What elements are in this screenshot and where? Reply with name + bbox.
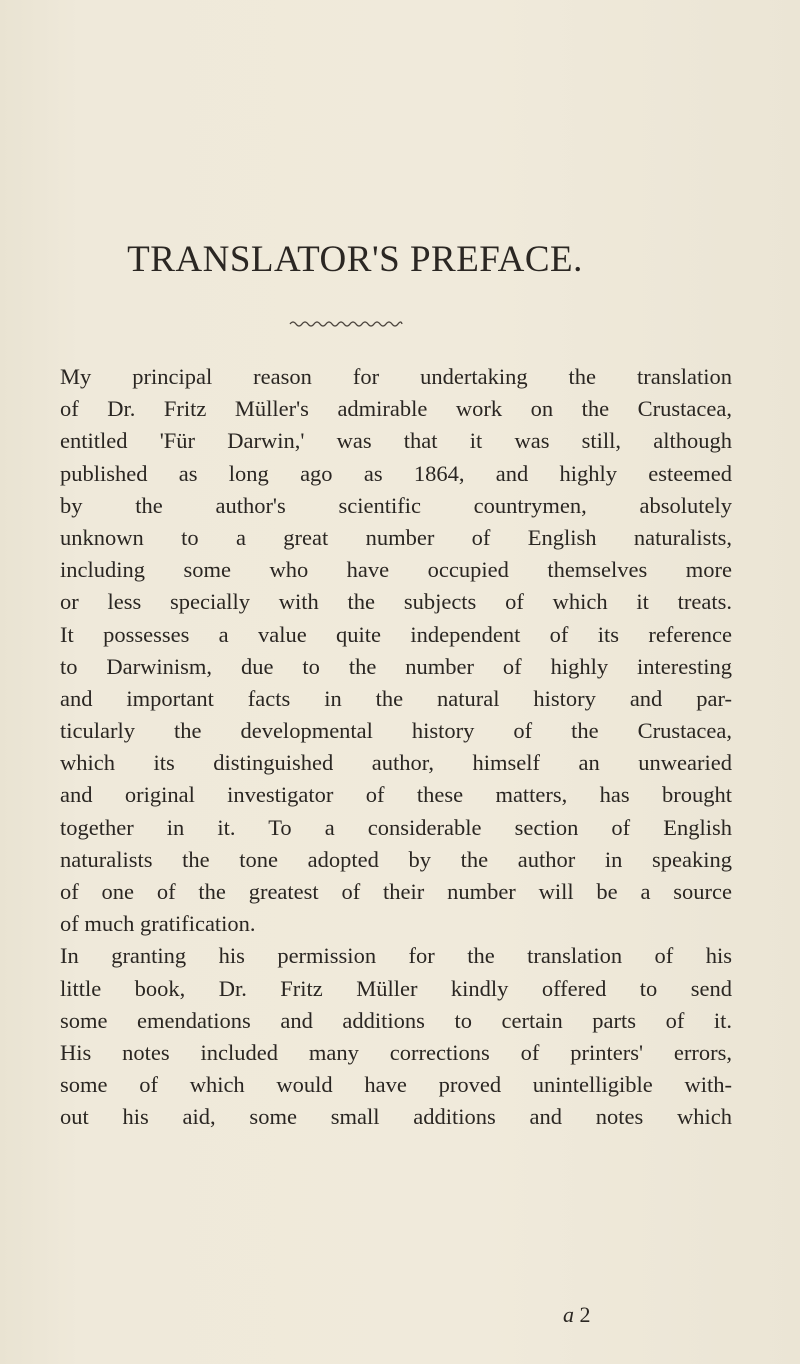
signature-mark [563, 1302, 591, 1328]
wavy-rule-ornament [288, 318, 404, 330]
text-line: or less specially with the subjects of which it treats. [60, 589, 732, 615]
text-line: of one of the greatest of their number will be a source [60, 879, 732, 904]
text-line: of much gratification. [60, 911, 256, 937]
text-line: of Dr. Fritz Müller's admirable work on the Crustacea, [60, 396, 732, 422]
text-line: My principal reason for undertaking the translation [60, 364, 732, 389]
text-line: It possesses a value quite independent of its reference [60, 621, 732, 647]
text-line: which its distinguished author, himself an unwearied [60, 750, 732, 776]
page-title: TRANSLATOR'S PREFACE. [127, 239, 583, 280]
text-line: unknown to a great number of English naturalists, [60, 524, 732, 550]
text-line: little book, Dr. Fritz Müller kindly offered to send [60, 975, 732, 1001]
text-line: including some who have occupied themselves more [60, 557, 732, 583]
signature-letter: a [563, 1302, 574, 1327]
text-line: some emendations and additions to certain parts of it. [60, 1007, 732, 1033]
text-line: naturalists the tone adopted by the author in speaking [60, 846, 732, 872]
text-line: and original investigator of these matters, has brought [60, 782, 732, 808]
text-line: together in it. To a considerable section of English [60, 814, 732, 840]
signature-number: 2 [579, 1302, 591, 1327]
text-line: to Darwinism, due to the number of highly interesting [60, 653, 732, 679]
text-line: by the author's scientific countrymen, absolutely [60, 492, 732, 518]
preface-body [60, 361, 732, 1134]
text-line: and important facts in the natural history and par- [60, 685, 732, 711]
text-line: ticularly the developmental history of the Crustacea, [60, 718, 732, 744]
text-line: entitled 'Für Darwin,' was that it was still, although [60, 428, 732, 454]
text-line: In granting his permission for the translation of his [60, 943, 732, 969]
text-line: published as long ago as 1864, and highly esteemed [60, 460, 732, 486]
text-line: some of which would have proved unintelligible with- [60, 1072, 732, 1098]
text-line: out his aid, some small additions and notes which [60, 1104, 732, 1130]
text-line: His notes included many corrections of printers' errors, [60, 1039, 732, 1065]
